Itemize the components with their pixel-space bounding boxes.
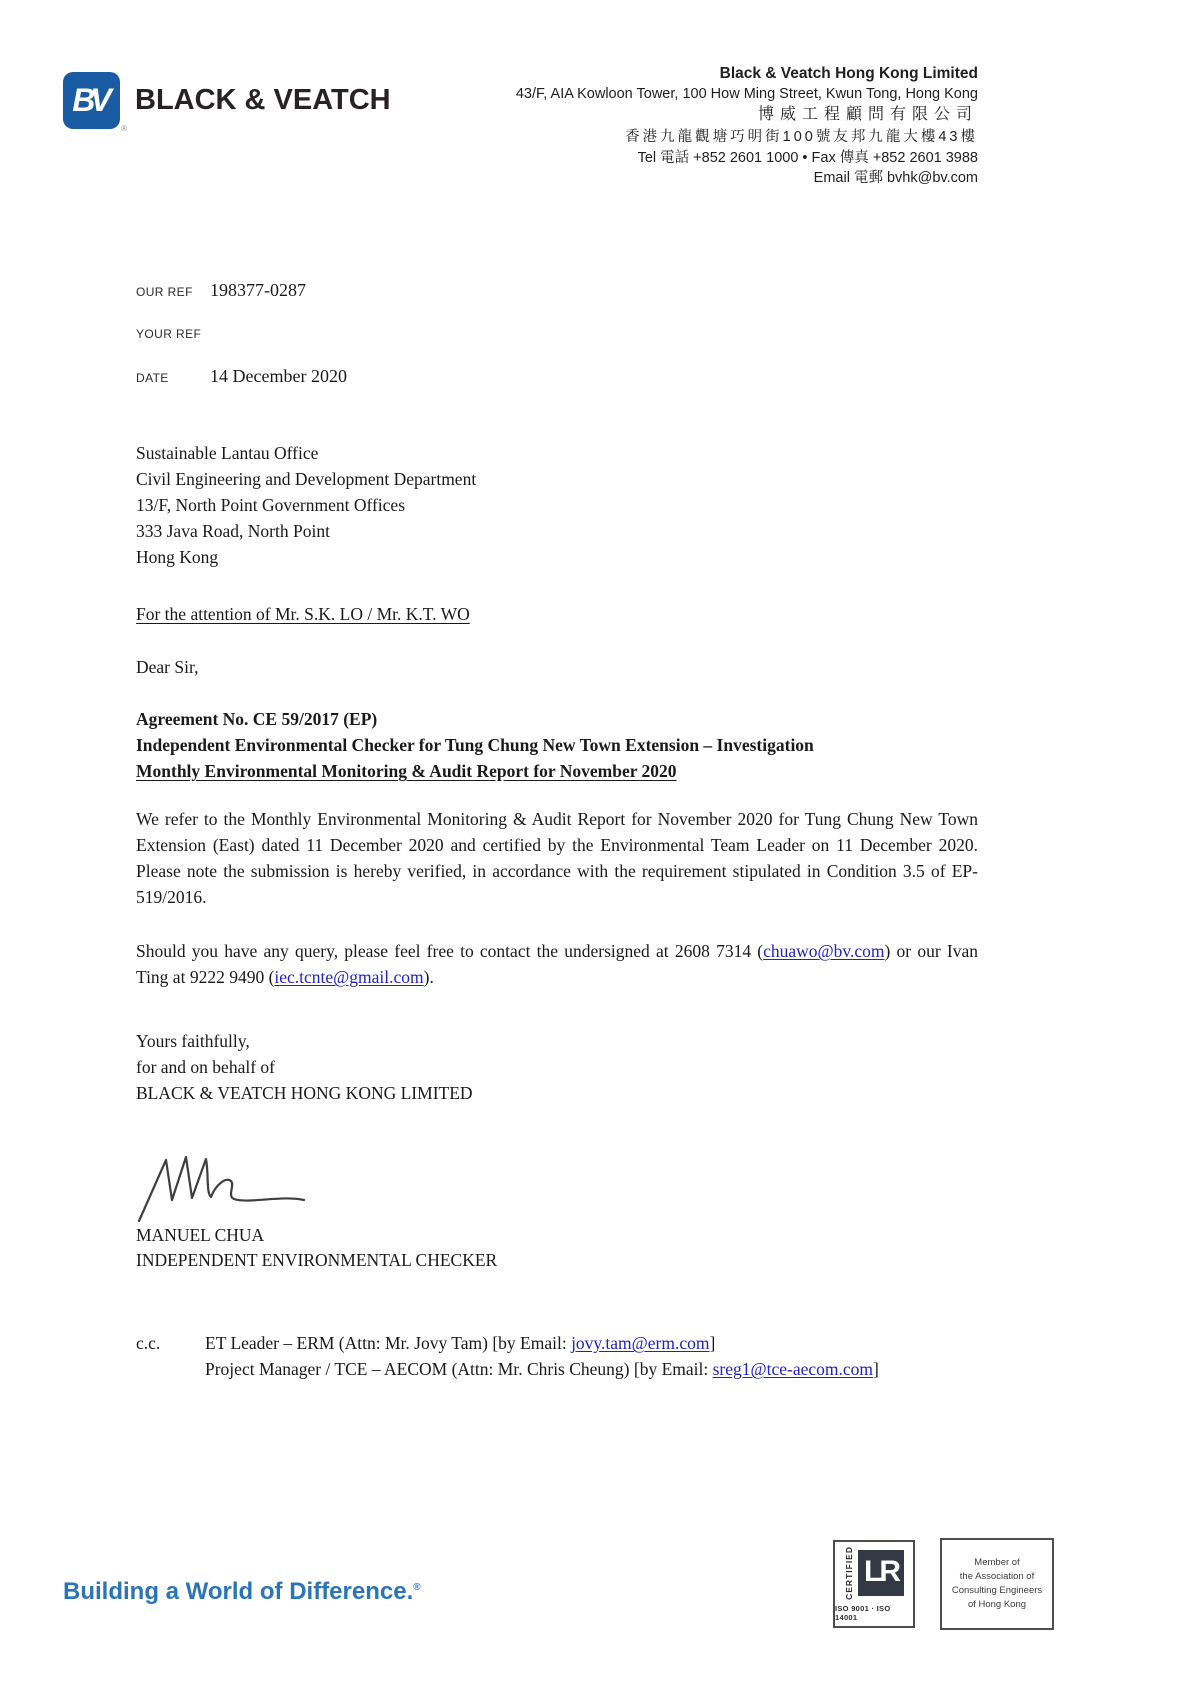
cc-items <box>205 1330 978 1382</box>
reference-block <box>136 278 347 391</box>
member-badge-line: of Hong Kong <box>967 1599 1027 1610</box>
your-ref-label: YOUR REF <box>136 327 202 341</box>
date-value: 14 December 2020 <box>210 366 347 386</box>
para2-text: Should you have any query, please feel free to contact the undersigned at 2608 7314 ( <box>136 941 764 961</box>
bv-monogram: BV <box>72 82 107 118</box>
cc-item-text: ET Leader – ERM (Attn: Mr. Jovy Tam) [by Email: <box>205 1333 572 1353</box>
recipient-line: Hong Kong <box>136 547 219 567</box>
company-wordmark: BLACK & VEATCH <box>135 84 391 116</box>
lr-badge-top <box>844 1546 904 1600</box>
subject-line-agreement: Agreement No. CE 59/2017 (EP) <box>136 709 378 729</box>
company-address-en: 43/F, AIA Kowloon Tower, 100 How Ming Street, Kwun Tong, Hong Kong <box>515 86 978 102</box>
our-ref-row <box>136 278 347 305</box>
email-link-jovy-tam[interactable]: jovy.tam@erm.com <box>571 1333 710 1353</box>
company-logo <box>63 72 391 133</box>
company-address-zh: 香港九龍觀塘巧明街100號友邦九龍大樓43樓 <box>625 129 978 145</box>
email-link-iec-tcnte[interactable]: iec.tcnte@gmail.com <box>274 967 424 987</box>
letterhead <box>63 64 978 188</box>
lr-logo-icon <box>858 1550 904 1596</box>
certified-label: CERTIFIED <box>844 1545 854 1600</box>
signatory-title: INDEPENDENT ENVIRONMENTAL CHECKER <box>136 1250 498 1270</box>
cc-label: c.c. <box>136 1333 161 1353</box>
recipient-line: Civil Engineering and Development Department <box>136 469 477 489</box>
subject-line-project: Independent Environmental Checker for Tung Chung New Town Extension – Investigation <box>136 735 814 755</box>
cc-item-text: ] <box>873 1359 879 1379</box>
tagline-text: Building a World of Difference. <box>63 1578 414 1605</box>
closing-block <box>136 1028 978 1106</box>
para2-text: ). <box>423 967 434 987</box>
date-row <box>136 364 347 391</box>
salutation: Dear Sir, <box>136 657 199 677</box>
your-ref-row <box>136 322 347 347</box>
recipient-line: Sustainable Lantau Office <box>136 443 319 463</box>
iso-certification-badge <box>833 1540 915 1628</box>
tagline-trademark: ® <box>413 1582 421 1593</box>
email-link-sreg1[interactable]: sreg1@tce-aecom.com <box>712 1359 874 1379</box>
signatory-name: MANUEL CHUA <box>136 1225 265 1245</box>
company-tel-fax: Tel 電話 +852 2601 1000 • Fax 傳真 +852 2601 3988 <box>637 150 978 166</box>
closing-line: Yours faithfully, <box>136 1031 250 1051</box>
cc-item-project-manager <box>205 1356 978 1382</box>
member-badge-line: the Association of <box>959 1571 1035 1582</box>
email-link-chuawo[interactable]: chuawo@bv.com <box>763 941 885 961</box>
member-badge-line: Consulting Engineers <box>951 1585 1043 1596</box>
closing-line: BLACK & VEATCH HONG KONG LIMITED <box>136 1083 473 1103</box>
iso-standards-label: ISO 9001 · ISO 14001 <box>835 1604 891 1623</box>
recipient-line: 13/F, North Point Government Offices <box>136 495 406 515</box>
signature <box>136 1150 978 1227</box>
acehk-member-badge <box>940 1538 1054 1630</box>
para2-text: ) or our Ivan Ting at 9222 9490 ( <box>136 941 978 987</box>
attention-line: For the attention of Mr. S.K. LO / Mr. K.T. WO <box>136 604 470 624</box>
cc-block <box>136 1330 978 1382</box>
date-label: DATE <box>136 371 169 385</box>
member-badge-line: Member of <box>974 1557 1020 1568</box>
our-ref-value: 198377-0287 <box>210 280 306 300</box>
recipient-line: 333 Java Road, North Point <box>136 521 330 541</box>
cc-item-et-leader <box>205 1330 978 1356</box>
recipient-address <box>136 440 978 570</box>
company-name-zh: 博威工程顧問有限公司 <box>757 106 978 123</box>
subject-block <box>136 706 978 784</box>
body-paragraph-1: We refer to the Monthly Environmental Monitoring & Audit Report for November 2020 for Tung Chung New Town Extension (East) dated 11 December 2020 and certified by the Environmental Team Leader on 11 December 2020. Please note the submission is hereby verified, in accordance with the requirement stipulated in Condition 3.5 of EP-519/2016. <box>136 809 978 907</box>
bv-logo-icon <box>63 72 127 133</box>
closing-line: for and on behalf of <box>136 1057 275 1077</box>
registered-mark: ® <box>121 124 127 133</box>
body-paragraph-2 <box>136 938 978 990</box>
our-ref-label: OUR REF <box>136 285 193 299</box>
cc-item-text: ] <box>709 1333 716 1353</box>
company-name: Black & Veatch Hong Kong Limited <box>719 65 978 82</box>
company-email: Email 電郵 bvhk@bv.com <box>813 170 978 186</box>
brand-tagline <box>63 1578 421 1606</box>
subject-line-report: Monthly Environmental Monitoring & Audit Report for November 2020 <box>136 761 677 781</box>
cc-item-text: Project Manager / TCE – AECOM (Attn: Mr. Chris Cheung) [by Email: <box>205 1359 713 1379</box>
lr-glyph: LR <box>864 1554 898 1588</box>
signature-scribble-icon <box>136 1150 316 1222</box>
company-contact-block <box>516 64 978 188</box>
